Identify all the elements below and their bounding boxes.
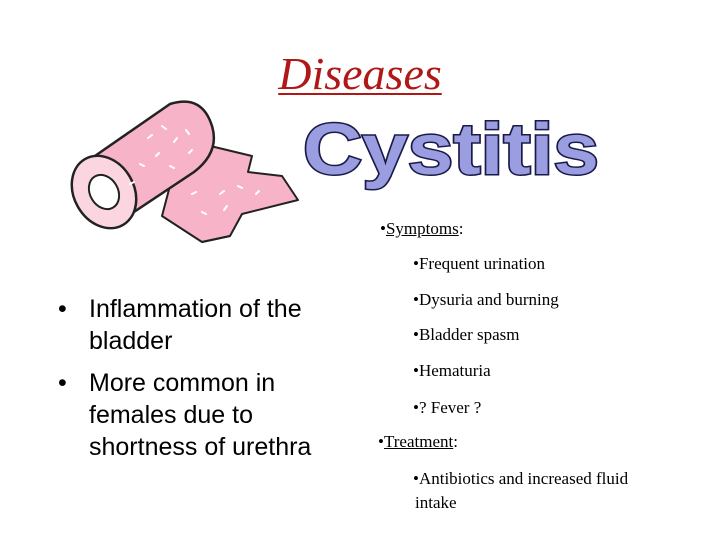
left-bullet-list (58, 293, 328, 473)
left-bullet-item: • Inflammation of the bladder (58, 295, 302, 355)
symptom-item: •Bladder spasm (413, 325, 520, 344)
bullet-icon: • (58, 369, 67, 397)
bullet-icon: • (58, 295, 67, 323)
treatment-label: Treatment (383, 432, 454, 451)
treatment-item: •Antibiotics and increased fluid (413, 469, 629, 488)
symptom-item: •Frequent urination (413, 254, 546, 273)
left-bullet-item: • More common in females due to shortness of urethra (58, 369, 312, 461)
treatment-item-continued: intake (415, 493, 457, 512)
treatment-heading: •Treatment: (378, 432, 458, 451)
symptoms-heading: •Symptoms: (380, 219, 464, 238)
symptom-item: •Dysuria and burning (413, 290, 559, 309)
symptom-item: •? Fever ? (413, 398, 482, 417)
symptom-item: •Hematuria (413, 361, 491, 380)
wordart-text: Cystitis (303, 110, 599, 190)
symptoms-label: Symptoms (385, 219, 459, 238)
title-text: Diseases (278, 48, 442, 99)
